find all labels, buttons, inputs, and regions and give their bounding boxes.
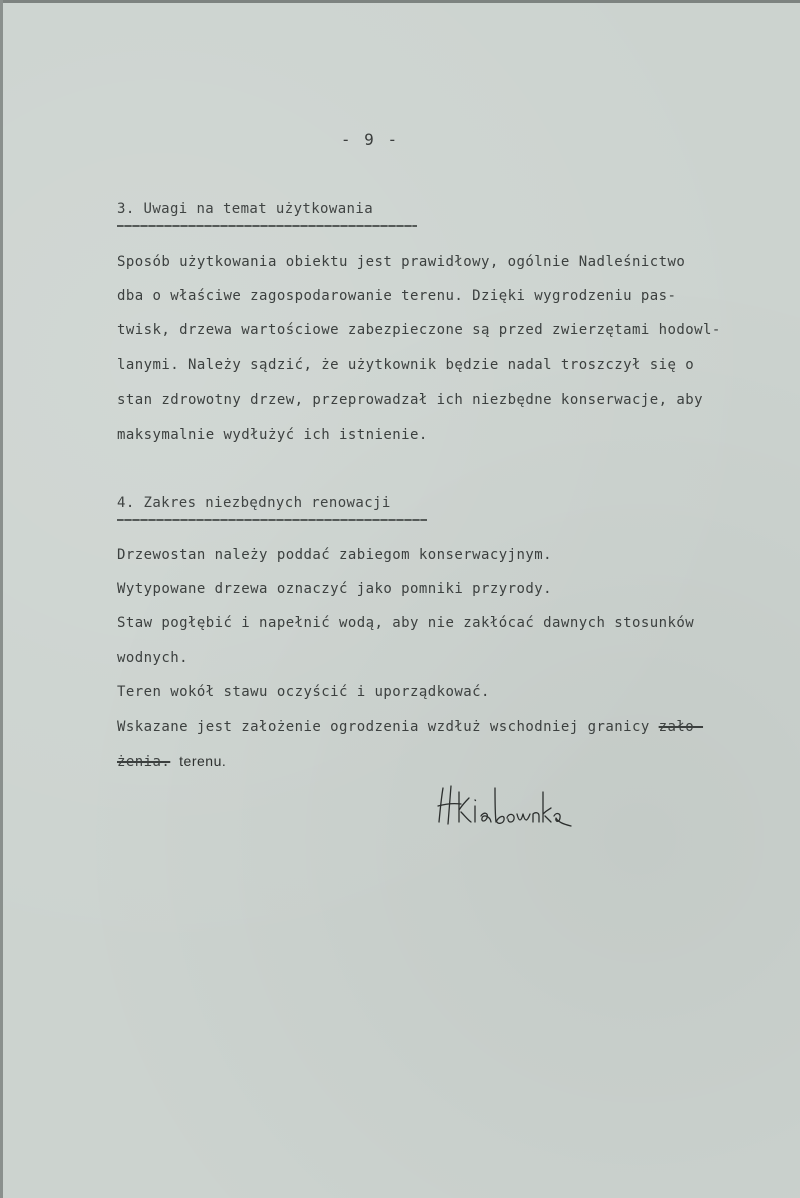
section-4-underline [117,519,427,521]
section-3-line-1: Sposób użytkowania obiektu jest prawidłowy, ogólnie Nadleśnictwo [117,254,686,270]
section-4-line-6-text: Wskazane jest założenie ogrodzenia wzdłuż wschodniej granicy [117,719,650,735]
section-4-heading: 4. Zakres niezbędnych renowacji [117,495,391,511]
section-3-line-2: dba o właściwe zagospodarowanie terenu. Dzięki wygrodzeniu pas- [117,288,677,304]
section-3-line-5: stan zdrowotny drzew, przeprowadzał ich niezbędne konserwacje, aby [117,392,703,408]
section-4-line-7 [117,753,226,770]
section-3-line-6: maksymalnie wydłużyć ich istnienie. [117,427,428,443]
section-3-underline [117,225,417,227]
section-4-line-3: Staw pogłębić i napełnić wodą, aby nie zakłócać dawnych stosunków [117,615,695,631]
struck-text-start: żenia. [117,754,171,770]
section-4-line-1: Drzewostan należy poddać zabiegom konserwacyjnym. [117,547,553,563]
section-4-line-2: Wytypowane drzewa oznaczyć jako pomniki przyrody. [117,581,553,597]
section-3-line-3: twisk, drzewa wartościowe zabezpieczone są przed zwierzętami hodowl- [117,322,721,338]
scan-edge-top [0,0,800,3]
section-4-line-5: Teren wokół stawu oczyścić i uporządkować. [117,684,490,700]
struck-text-end: zało- [658,719,704,735]
scan-edge-left [0,0,3,1198]
section-4-line-6 [117,719,703,735]
section-3-heading: 3. Uwagi na temat użytkowania [117,201,374,217]
page-number: - 9 - [340,130,400,149]
section-3-line-4: lanymi. Należy sądzić, że użytkownik będzie nadal troszczył się o [117,357,695,373]
handwritten-insert: terenu. [179,753,227,769]
signature [435,782,575,838]
section-4-line-4: wodnych. [117,650,189,666]
